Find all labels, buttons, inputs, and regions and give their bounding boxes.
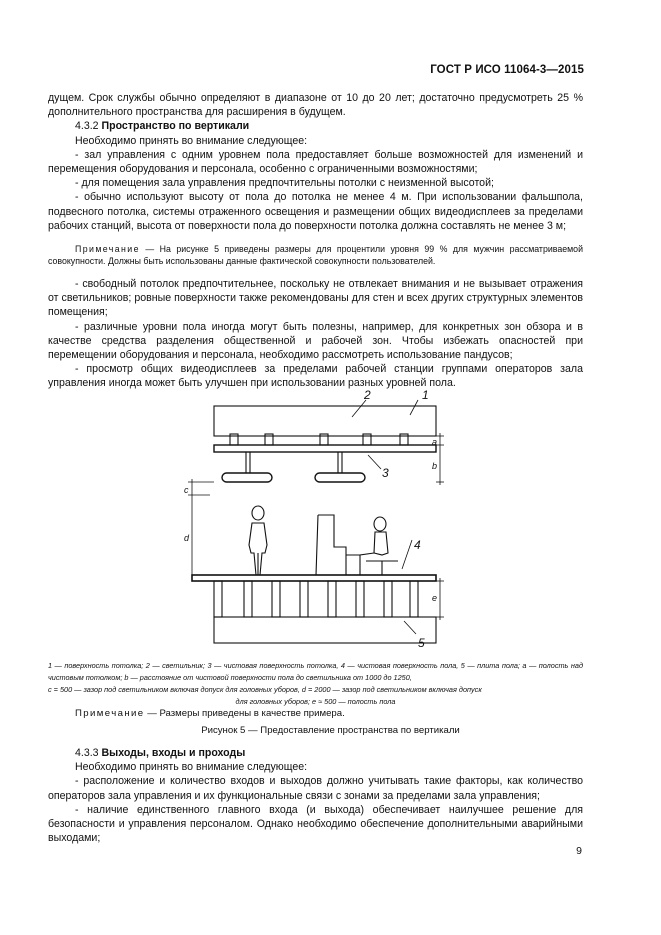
dim-b-label: b [432, 461, 438, 471]
figure-5-diagram [170, 385, 460, 655]
list-item: - просмотр общих видеодисплеев за пределами рабочей станции группами операторов зала управления иногда может быть улучшен при использовании разных уровней пола. [48, 363, 583, 390]
seated-person-figure [346, 517, 398, 575]
ceiling-slab [214, 406, 436, 436]
list-item: - зал управления с одним уровнем пола предоставляет больше возможностей для изменений и перемещения оборудования и персонала, особенно с ограниченными возможностями; [48, 148, 583, 176]
paragraph-continuation: дущем. Срок службы обычно определяют в диапазоне от 10 до 20 лет; достаточно предусмотреть 25 % дополнительного пространства для расширения в будущем. [48, 92, 583, 119]
legend-line: для головных уборов; e ≈ 500 — полость пола [235, 697, 396, 706]
dimension-lines [188, 433, 444, 620]
note-body: На рисунке 5 приведены размеры для процентили уровня 99 % для мужчин рассматриваемой совокупности. Должны быть использованы данные фактической совокупности пользователей. [48, 244, 583, 266]
note-text [48, 243, 583, 267]
standard-header: ГОСТ Р ИСО 11064-3—2015 [430, 64, 584, 76]
section-intro: Необходимо принять во внимание следующее: [75, 761, 308, 774]
list-item: - обычно используют высоту от пола до потолка не менее 4 м. При использовании фальшпола, подвесного потолка, системы отраженного освещения и размещении общих видеодисплеев за пределами рабочих станций, высота от поверхности пола до поверхности потолка должна составлять не менее 3 м; [48, 191, 583, 232]
light-fitting-left [222, 473, 272, 482]
list-item: - наличие единственного главного входа (и выхода) обеспечивает наилучшее решение для безопасности и управления персоналом. Однако необходимо обеспечение дополнительными аварийными выходами; [48, 803, 583, 845]
standing-person-figure [249, 506, 267, 575]
legend-line: 1 — поверхность потолка; 2 — светильник; 3 — чистовая поверхность потолка, 4 — чистовая поверхность пола, 5 — плита пола; a — полость над чистовым потолком; b — расстояние от чистовой поверхности пола до светильника от 1000 до 1250, [48, 661, 583, 682]
figure-legend [48, 660, 583, 708]
body-text-top [48, 91, 583, 233]
floor-pedestals [214, 581, 418, 617]
figure-note [75, 708, 345, 719]
section-number: 4.3.2 [75, 120, 99, 133]
note-block [48, 243, 583, 267]
section-heading-4-3-2 [48, 119, 583, 133]
section-number: 4.3.3 [75, 747, 99, 759]
note-dash: — [147, 708, 157, 719]
dim-e-label: e [432, 593, 438, 603]
finished-ceiling [214, 445, 436, 452]
body-text-middle [48, 277, 583, 391]
callout-5-label: 5 [418, 636, 425, 650]
light-fitting-right [315, 473, 365, 482]
section-intro: Необходимо принять во внимание следующее: [75, 134, 308, 147]
section-title: Пространство по вертикали [101, 120, 250, 133]
list-item: - различные уровни пола иногда могут быть полезны, например, для конкретных зон обзора и в качестве средства разделения общественной и рабочей зон. Чтобы избежать опасностей при перемещении оборудования и персонала, необходимо рассмотреть использование пандусов; [48, 320, 583, 362]
floor-slab [214, 617, 436, 643]
callout-2-label: 2 [364, 388, 371, 402]
dim-a-label: a [432, 437, 438, 447]
callout-1-label: 1 [422, 388, 429, 402]
dim-c-label: c [184, 485, 189, 495]
body-text-bottom [48, 746, 583, 845]
page-number: 9 [576, 845, 582, 857]
note-label: Примечание [75, 708, 145, 719]
list-item: - свободный потолок предпочтительнее, поскольку не отвлекает внимания и не вызывает отражения от светильников; ровные поверхности также рекомендованы для стен и всех других структурных элементов помещения; [48, 278, 583, 319]
legend-line: c = 500 — зазор под светильником включая допуск для головных уборов, d = 2000 — зазор под светильником включая допуск [48, 685, 482, 694]
section-heading-4-3-3 [48, 746, 583, 760]
note-label: Примечание [75, 244, 140, 254]
callout-3-label: 3 [382, 466, 389, 480]
note-dash: — [145, 244, 155, 254]
callout-4-label: 4 [414, 538, 421, 552]
figure-caption: Рисунок 5 — Предоставление пространства по вертикали [201, 725, 460, 736]
list-item: - для помещения зала управления предпочтительны потолки с неизменной высотой; [75, 177, 494, 190]
note-body: Размеры приведены в качестве примера. [159, 708, 345, 719]
list-item: - расположение и количество входов и выходов должно учитывать такие факторы, как количество операторов зала управления и их функциональные связи с зонами за пределами зала управления; [48, 775, 583, 802]
section-title: Выходы, входы и проходы [101, 747, 246, 759]
dim-d-label: d [184, 533, 190, 543]
finished-floor [192, 575, 436, 581]
console-desk [316, 515, 346, 575]
